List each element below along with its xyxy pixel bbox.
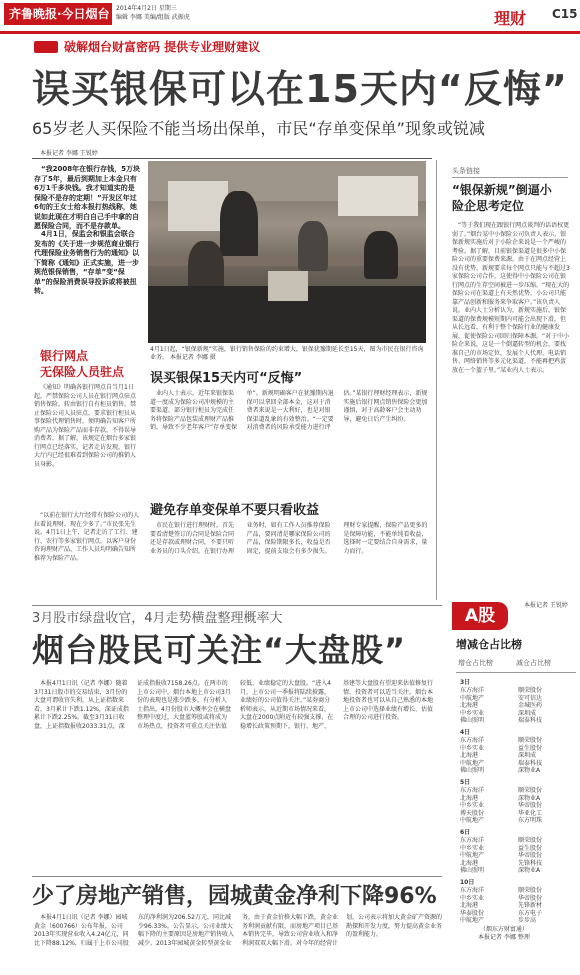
sidebar-body-text: “等于我们现在跟银行网点谈判的话语权更弱了。”烟台某中小保险公司负责人表示，银保新规实施后对于小险企来说是一个严峻的考验。据了解，目前银保渠道是很多中小保险公司的重要保费来源，由于在网点经营上没有优势，新规要求每个网点只能与不超过3家保险公司合作，这使得中小保险公司在银行网点的生存空间被进一步压缩。“现在大的保险公司在渠道上有天然优势，小公司只能靠产品创新和服务来争取客户。”该负责人说。业内人士分析认为，新规实施后，银保渠道的保费规模短期内可能会出现下滑，但从长远看，有利于整个保险行业的健康发展，促使保险公司回归保障本源。“对于中小险企来说，这是一个倒逼转型的机会，要找准自己的市场定位，发展个人代理、电话销售、网络销售等多元化渠道，不能再把鸡蛋放在一个篮子里。”某业内人士表示。 <box>452 222 570 374</box>
a-share-table <box>456 672 576 924</box>
row-left: 东方海洋 中航地产 北海港 中乡实业 佛山照明 <box>460 687 485 724</box>
a-share-footer <box>478 926 530 942</box>
sidebar-tag: 头条链接 <box>452 167 480 175</box>
col1-paragraph <box>34 230 140 340</box>
slogan-text: 破解烟台财富密码 提供专业理财建议 <box>64 40 261 54</box>
avoid-body <box>150 522 432 602</box>
stock-body-text: 本报4月1日讯（记者 李娜）随着3月31日股市的交易结束，3月份的大盘可谓收官失利，从上证指数来看，3月累计下跌1.12%，深证成指累计下跌2.25%。截至3月31日收盘，上证指数报收2033.31点，深证成指报收7158.26点。在两市的上市公司中，烟台本地上市公司3月份的表现也是涨少跌多。有分析人士指出，4月份股市大概率会在横盘整理中度过，大盘蓝筹股或将成为市场热点，投资者可重点关注估值较低、业绩稳定的大盘股。“进入4月，上市公司一季报将陆续披露，业绩好的公司值得关注。”某券商分析师表示，从近期市场情况来看，大盘在2000点附近有较强支撑，在稳增长政策预期下，银行、地产、基建等大盘股有望迎来估值修复行情，投资者可以适当关注。烟台本地投资者也可以从自己熟悉的本地上市公司中选择业绩有增长、估值合理的公司进行投资。 <box>34 680 434 730</box>
section-divider <box>32 605 442 606</box>
issue-date: 2014年4月2日 星期三 <box>116 5 177 12</box>
masthead <box>0 0 580 34</box>
sidebar-body <box>452 222 570 592</box>
row-right: 顺荣股份 益生股份 华帝股份 先锋科技 深物业A <box>518 837 543 874</box>
a-share-box <box>448 602 576 944</box>
row-right: 顺荣股份 安可信达 金城医药 深圳成 瑞泰科技 <box>518 687 543 724</box>
col1-body2-text: “以前在银行大厅经常有保险公司的人拉着说理财，现在少多了。”市民张先生说。4月1日上午，记者走访了工行、建行、农行等多家银行网点，以客户身份咨询理财产品，工作人员均明确告知所推荐为保险产品。 <box>34 512 140 562</box>
subheading-branch-2: 无保险人员驻点 <box>40 365 125 379</box>
row-right: 顺荣股份 深物业A 华帝股份 华亚化工 东方明珠 <box>518 787 543 824</box>
divider <box>32 158 432 159</box>
sidebar-byline: 本报记者 王锐婷 <box>524 602 568 609</box>
row-date: 6日 <box>460 829 471 836</box>
row-date: 5日 <box>460 779 471 786</box>
main-byline: 本报记者 李娜 王锐婷 <box>40 150 98 157</box>
lead-paragraph <box>34 165 140 230</box>
regret-body <box>150 390 432 496</box>
sidebar-title: “银保新规”倒逼小险企思考定位 <box>452 183 552 213</box>
col-decrease: 减仓占比榜 <box>516 659 551 667</box>
subheading-regret: 误买银保15天内可“反悔” <box>150 371 303 386</box>
bottom-headline: 少了房地产销售，园城黄金净利下降96% <box>32 884 437 909</box>
slogan-bar <box>34 38 354 56</box>
editor-credits: 编辑 李娜 美编/组版 武振虎 <box>116 14 190 21</box>
a-share-title: 增减仓占比榜 <box>456 638 522 651</box>
sidebar-divider <box>436 160 437 600</box>
a-share-badge: A股 <box>452 602 508 630</box>
bottom-body-text: 本报4月1日讯（记者 李娜）园城黄金（600766）公布年报，公司2013年实现营业收入4.24亿元，同比下降88.12%，归属于上市公司股东的净利润为206.52万元，同比减少96.33%。公告显示，公司业绩大幅下降的主要原因是房地产销售收入减少。2013年园城黄金转型黄金业务，由于黄金价格大幅下跌，黄金业务利润贡献有限，而房地产项目已基本销售完毕，导致公司营业收入和净利润双双大幅下滑。对今年的经营计划，公司表示将加大黄金矿产资源的勘探和开发力度，努力提高黄金业务的盈利能力。 <box>34 914 443 947</box>
sidebar-rule <box>452 177 568 178</box>
a-share-source: （烟东方财富通） <box>479 926 528 933</box>
main-subhead: 65岁老人买保险不能当场出保单，市民“存单变保单”现象或锐减 <box>32 119 485 138</box>
masthead-info <box>116 4 190 22</box>
col1-body-text: 《通知》明确各银行网点自当月1日起，严禁保险公司人员在银行网点驻点销售保险，转由银行自有柜员销售。禁止保险公司人员驻点，要求银行柜员从事保险代理销售时，须明确告知客户所购产品为保险产品而非存款，不得误导消费者。据了解，该规定在烟台多家银行网点已经落实，记者走访发现，银行大厅内已经很难看到保险公司的推销人员身影。 <box>34 384 137 468</box>
subheading-avoid: 避免存单变保单不要只看收益 <box>150 503 320 518</box>
table-row <box>456 727 576 773</box>
photo-caption: 4月1日起，“银保新规”实施，银行销售保险的约束增大，银保犹豫期延长至15天，图为市民在银行咨询业务。 本报记者 李娜 摄 <box>150 346 424 361</box>
bottom-body <box>34 914 442 972</box>
row-left: 东方海洋 北海港 中乡实业 博天股份 中航地产 <box>460 787 485 824</box>
col-increase: 增仓占比榜 <box>458 659 493 667</box>
row-left: 东方海洋 中乡实业 中航地产 北海港 佛山照明 <box>460 837 485 874</box>
row-date: 3日 <box>460 679 471 686</box>
row-left: 东方海洋 中乡实业 北海港 华泰股份 中航地产 <box>460 887 485 924</box>
row-left: 东方海洋 中乡实业 北海港 中航地产 佛山照明 <box>460 737 485 774</box>
subheading-branch-1: 银行网点 <box>40 349 89 363</box>
masthead-rule <box>0 31 580 34</box>
main-headline: 误买银保可以在15天内“反悔” <box>32 67 568 111</box>
row-right: 顺荣股份 华帝股份 先锋新材 东方电子 步步高 <box>518 887 543 924</box>
regret-body-text: 业内人士表示，近年来银保渠道一度成为保险公司冲规模的主要渠道，部分银行柜员为完成任务将保险产品包装成理财产品推销，导致不少老年客户“存单变保单”。新规明确客户在犹豫期内退保可以拿回全部本金，这对于消费者来说是一大利好，也是对银保渠道乱象的有效整治。“一定要对消费者的风险承受能力进行评估。”某银行理财经理表示，新规实施后银行网点销售保险会更加谨慎，对于高龄客户会主动劝导，避免日后产生纠纷。 <box>150 390 428 431</box>
stock-headline: 烟台股民可关注“大盘股” <box>32 631 407 669</box>
stock-kicker: 3月股市绿盘收官，4月走势横盘整理概率大 <box>32 611 283 626</box>
section-name: 理财 <box>494 9 527 28</box>
table-row <box>456 877 576 923</box>
col1-text: 4月1日，保监会和银监会联合发布的《关于进一步规范商业银行代理保险业务销售行为的通知》以下简称《通知》正式实施，进一步规范银保销售，“存单”变“保单”的保险消费误导投诉或将被扭转。 <box>34 230 139 295</box>
bank-counter-photo <box>148 161 426 343</box>
row-date: 4日 <box>460 729 471 736</box>
newspaper-logo: 齐鲁晚报·今日烟台 <box>4 3 112 25</box>
page-number: C15 <box>552 7 578 21</box>
table-row <box>456 827 576 873</box>
a-share-byline: 本报记者 李娜 整理 <box>478 934 530 941</box>
bottom-divider <box>32 876 442 877</box>
row-right: 顺荣股份 益生股份 深圳成 瑞泰科技 深物业A <box>518 737 543 774</box>
row-date: 10日 <box>460 879 475 886</box>
table-row <box>456 777 576 823</box>
slogan-marker <box>34 41 58 53</box>
stock-body <box>34 680 438 868</box>
col1-body-2 <box>34 512 140 602</box>
lead-text: “我2008年在银行存钱，5万块存了5年，最后到期加上本金只有6万1千多块钱。我才知道实的是保险不是存的定期！”开发区年过6旬的王女士给本报打热线称，她说如此现在才明白自己手中拿的自愿保险合同，而不是存款单。 <box>34 165 140 230</box>
avoid-body-text: 市民在银行进行理财时，首先要看清楚签订的合同是保险合同还是存款或理财合同，不要只听业务员的口头介绍。在银行办理业务时，如有工作人员推荐保险产品，要问清是哪家保险公司的产品，保险期限多长，收益是否固定，提前支取会有多少损失。理财专家提醒，保险产品更多的是保障功能，不能单纯看收益，选择时一定要结合自身需求，量力而行。 <box>150 522 428 555</box>
table-row <box>456 677 576 723</box>
